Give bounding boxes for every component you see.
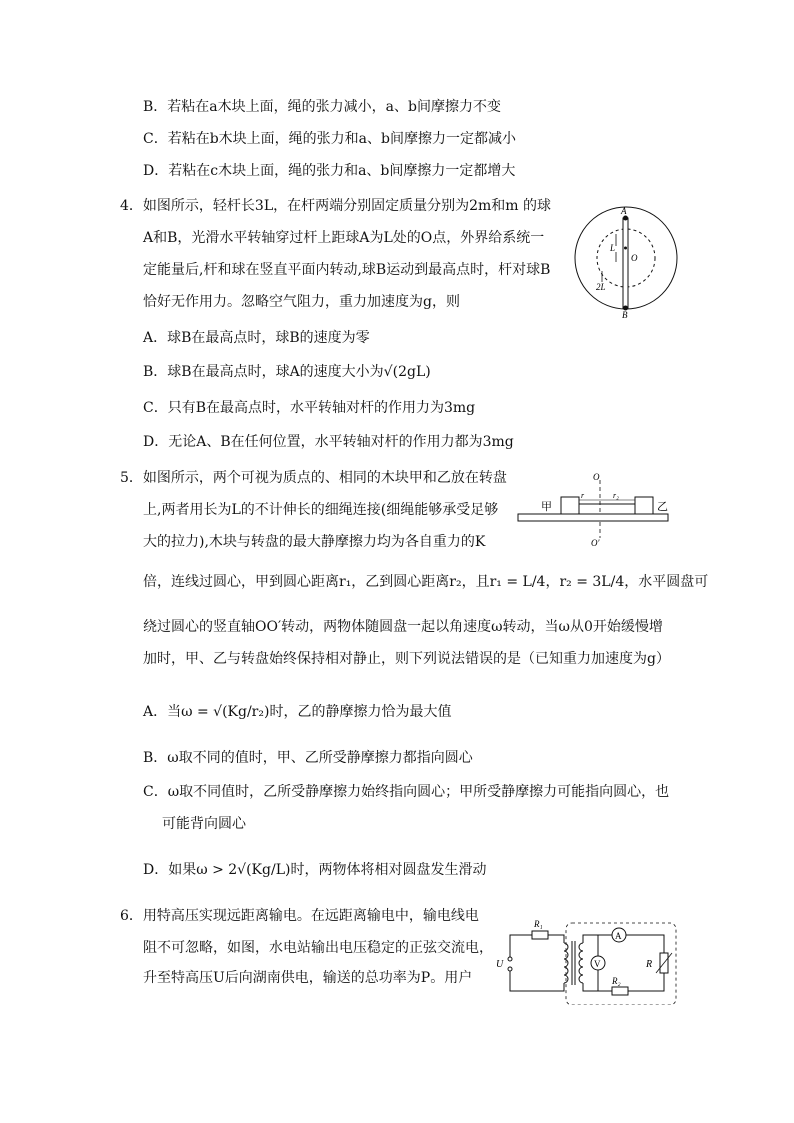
- q5-label-r2: r₂: [613, 491, 619, 500]
- q5-option-c-cont: 可能背向圆心: [162, 816, 246, 832]
- q5-stem-2: 上,两者用长为L的不计伸长的细绳连接(细绳能够承受足够: [143, 502, 499, 518]
- q5-option-b: B．ω取不同的值时，甲、乙所受静摩擦力都指向圆心: [143, 750, 473, 766]
- q5-label-yi: 乙: [657, 501, 668, 513]
- q5-option-d: D．如果ω > 2√(Kg/L)时，两物体将相对圆盘发生滑动: [143, 862, 487, 878]
- q6-label-r: R: [646, 959, 653, 970]
- q4-stem-2: A和B，光滑水平转轴穿过杆上距球A为L处的O点，外界给系统一: [143, 230, 545, 246]
- q4-option-c: C．只有B在最高点时，水平转轴对杆的作用力为3mg: [143, 400, 476, 416]
- q5-stem-6: 加时，甲、乙与转盘始终保持相对静止，则下列说法错误的是（已知重力加速度为g）: [143, 651, 670, 667]
- q5-stem-5: 绕过圆心的竖直轴OO′转动，两物体随圆盘一起以角速度ω转动，当ω从0开始缓慢增: [143, 619, 663, 635]
- q5-label-o-prime: O′: [591, 538, 600, 548]
- q4-rod-rotation-figure: [572, 204, 682, 319]
- q6-label-u: U: [496, 959, 504, 970]
- q5-stem-4: 倍，连线过圆心，甲到圆心距离r₁，乙到圆心距离r₂，且r₁ = L/4，r₂ = 3L/4，水平圆盘可: [143, 574, 709, 590]
- q3-option-c: C．若粘在b木块上面，绳的张力和a、b间摩擦力一定都减小: [143, 131, 516, 147]
- q6-label-r1: R₁: [534, 919, 543, 929]
- q6-stem-3: 升至特高压U后向湖南供电，输送的总功率为P。用户: [143, 970, 473, 986]
- q4-label-b: B: [622, 310, 628, 319]
- q5-option-a: A．当ω = √(Kg/r₂)时，乙的静摩擦力恰为最大值: [143, 704, 452, 720]
- q4-stem-3: 定能量后,杆和球在竖直平面内转动,球B运动到最高点时，杆对球B: [143, 262, 551, 278]
- q6-stem-1: 6．用特高压实现远距离输电。在远距离输电中，输电线电: [120, 908, 479, 924]
- q3-option-b: B．若粘在a木块上面，绳的张力减小，a、b间摩擦力不变: [143, 99, 501, 115]
- q4-stem-1: 4．如图所示，轻杆长3L，在杆两端分别固定质量分别为2m和m 的球: [120, 198, 552, 214]
- q4-label-2l: 2L: [596, 282, 606, 292]
- q4-label-a: A: [621, 206, 627, 216]
- q6-label-ammeter: A: [615, 931, 622, 941]
- q4-option-b: B．球B在最高点时，球A的速度大小为√(2gL): [143, 364, 431, 380]
- q5-stem-3: 大的拉力),木块与转盘的最大静摩擦力均为各自重力的K: [143, 534, 486, 550]
- q6-transmission-circuit-figure: [494, 915, 678, 1005]
- q4-label-l: L: [610, 243, 616, 253]
- q4-option-a: A．球B在最高点时，球B的速度为零: [143, 330, 370, 346]
- q5-stem-1: 5．如图所示，两个可视为质点的、相同的木块甲和乙放在转盘: [120, 470, 507, 486]
- q6-label-r2: R₂: [612, 976, 621, 986]
- q4-stem-4: 恰好无作用力。忽略空气阻力，重力加速度为g，则: [143, 294, 460, 310]
- q6-label-voltmeter: V: [594, 959, 601, 969]
- q5-label-o: O: [593, 472, 600, 482]
- q5-turntable-figure: [515, 470, 675, 548]
- q5-label-r1: r: [581, 491, 585, 500]
- q5-option-c: C．ω取不同值时，乙所受静摩擦力始终指向圆心；甲所受静摩擦力可能指向圆心，也: [143, 784, 670, 800]
- q5-label-jia: 甲: [541, 501, 552, 513]
- q4-label-o: O: [631, 253, 638, 263]
- q6-stem-2: 阻不可忽略，如图，水电站输出电压稳定的正弦交流电，: [143, 940, 493, 956]
- q3-option-d: D．若粘在c木块上面，绳的张力和a、b间摩擦力一定都增大: [143, 163, 516, 179]
- q4-option-d: D．无论A、B在任何位置，水平转轴对杆的作用力都为3mg: [143, 434, 514, 450]
